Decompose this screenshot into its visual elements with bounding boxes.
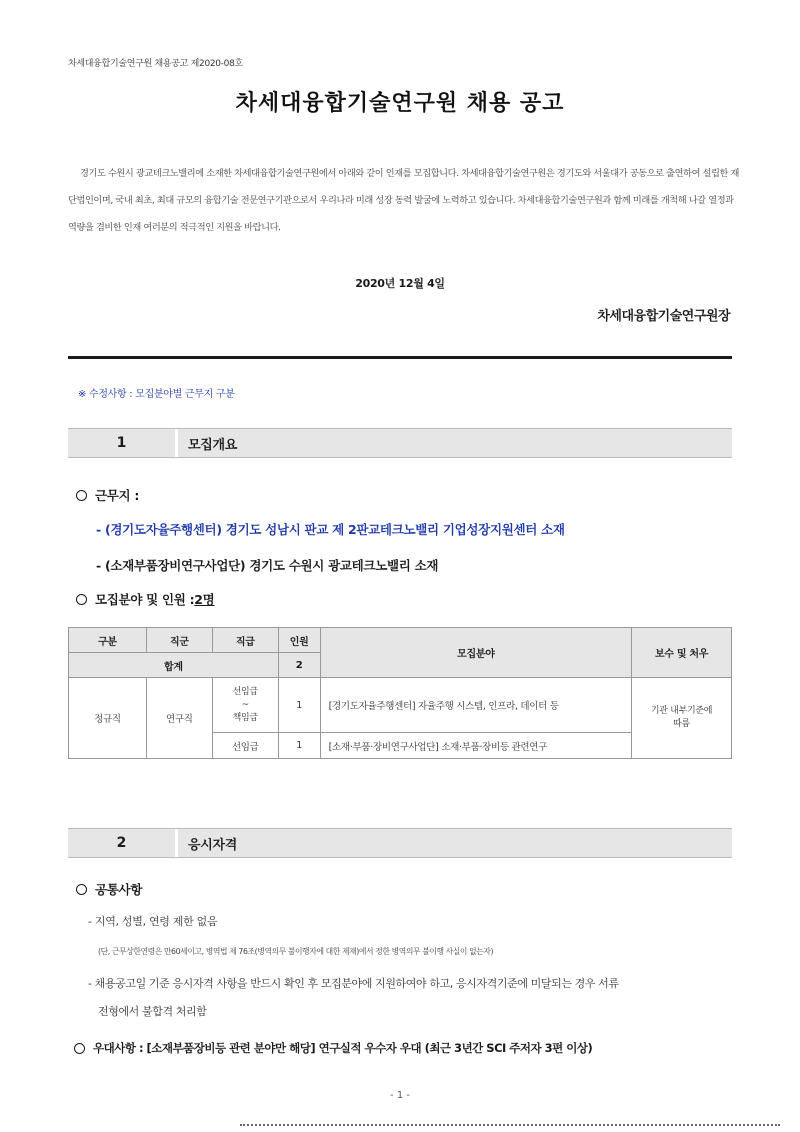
col-job-type: 직군 [146,628,212,653]
section-1-header [68,428,732,458]
cell-pay: 기관 내부기준에 따름 [632,678,732,759]
requirement-2: - 채용공고일 기준 응시자격 사항을 반드시 확인 후 모집분야에 지원하여야 하고, 응시자격기준에 미달되는 경우 서류 전형에서 불합격 처리함 [88,977,619,1018]
doc-number: 차세대융합기술연구원 채용공고 제2020-08호 [68,59,243,69]
col-rank: 직급 [212,628,278,653]
cell-rank: 선임급 ~ 책임급 [212,678,278,733]
cell-rank: 선임급 [212,733,278,759]
col-field: 모집분야 [320,628,632,678]
col-division: 구분 [69,628,147,653]
cell-headcount: 1 [278,733,320,759]
workplace-item-2: - (소재부품장비연구사업단) 경기도 수원시 광교테크노밸리 소재 [96,558,439,573]
announcement-date: 2020년 12월 4일 [355,277,445,290]
total-count: 2 [278,653,320,678]
recruit-table [68,627,732,759]
signer: 차세대융합기술연구원장 [597,309,730,324]
next-page-bleed [240,1124,780,1132]
cell-division: 정규직 [69,678,147,759]
workplace-item-1: - (경기도자율주행센터) 경기도 성남시 판교 제 2판교테크노밸리 기업성장지원센터 소재 [96,522,565,537]
recruit-count: 2명 [194,592,215,607]
cell-job-type: 연구직 [146,678,212,759]
workplace-label: 근무지 : [95,488,140,503]
cell-headcount: 1 [278,678,320,733]
preference-text: 우대사항 : [소재부품장비등 관련 분야만 해당] 연구실적 우수자 우대 (최근 3년간 SCI 주저자 3편 이상) [93,1041,593,1055]
requirement-1-note: (단, 근무상한연령은 만60세이고, 병역법 제 76조(병역의무 불이행자에 대한 제재)에서 정한 병역의무 불이행 사실이 없는자) [98,947,494,956]
preference [74,1040,592,1056]
col-pay: 보수 및 처우 [632,628,732,678]
recruit-heading [76,590,214,608]
section-1-title: 모집개요 [178,429,732,457]
recruit-label: 모집분야 및 인원 : [95,592,195,607]
circle-bullet-icon [74,1043,85,1054]
cell-field: [소재·부품·장비연구사업단] 소재·부품·장비등 관련연구 [320,733,632,759]
circle-bullet-icon [76,594,87,605]
common-heading [76,880,142,898]
circle-bullet-icon [76,884,87,895]
revision-note: ※ 수정사항 : 모집분야별 근무지 구분 [78,389,235,400]
page-title: 차세대융합기술연구원 채용 공고 [235,91,565,116]
workplace-heading [76,486,139,504]
section-2-title: 응시자격 [178,829,732,857]
section-1-number: 1 [68,429,178,457]
section-2-header [68,828,732,858]
section-2-number: 2 [68,829,178,857]
page-number: - 1 - [390,1090,410,1101]
col-headcount: 인원 [278,628,320,653]
common-label: 공통사항 [95,882,143,897]
table-row [69,678,732,733]
circle-bullet-icon [76,490,87,501]
divider [68,356,732,359]
cell-field: [경기도자율주행센터] 자율주행 시스템, 인프라, 데이터 등 [320,678,632,733]
intro-paragraph: 경기도 수원시 광교테크노밸리에 소재한 차세대융합기술연구원에서 아래와 같이 인재를 모집합니다. 차세대융합기술연구원은 경기도와 서울대가 공동으로 출연하여 설립한 재단법인이며, 국내 최초, 최대 규모의 융합기술 전문연구기관으로서 우리나라 미래 성장 동력 발굴에 노력하고 있습니다. 차세대융합기술연구원과 함께 미래를 개척해 나갈 열정과 역량을 겸비한 인재 여러분의 적극적인 지원을 바랍니다. [68,168,740,233]
requirement-1: - 지역, 성별, 연령 제한 없음 [88,915,218,928]
total-label: 합계 [69,653,279,678]
